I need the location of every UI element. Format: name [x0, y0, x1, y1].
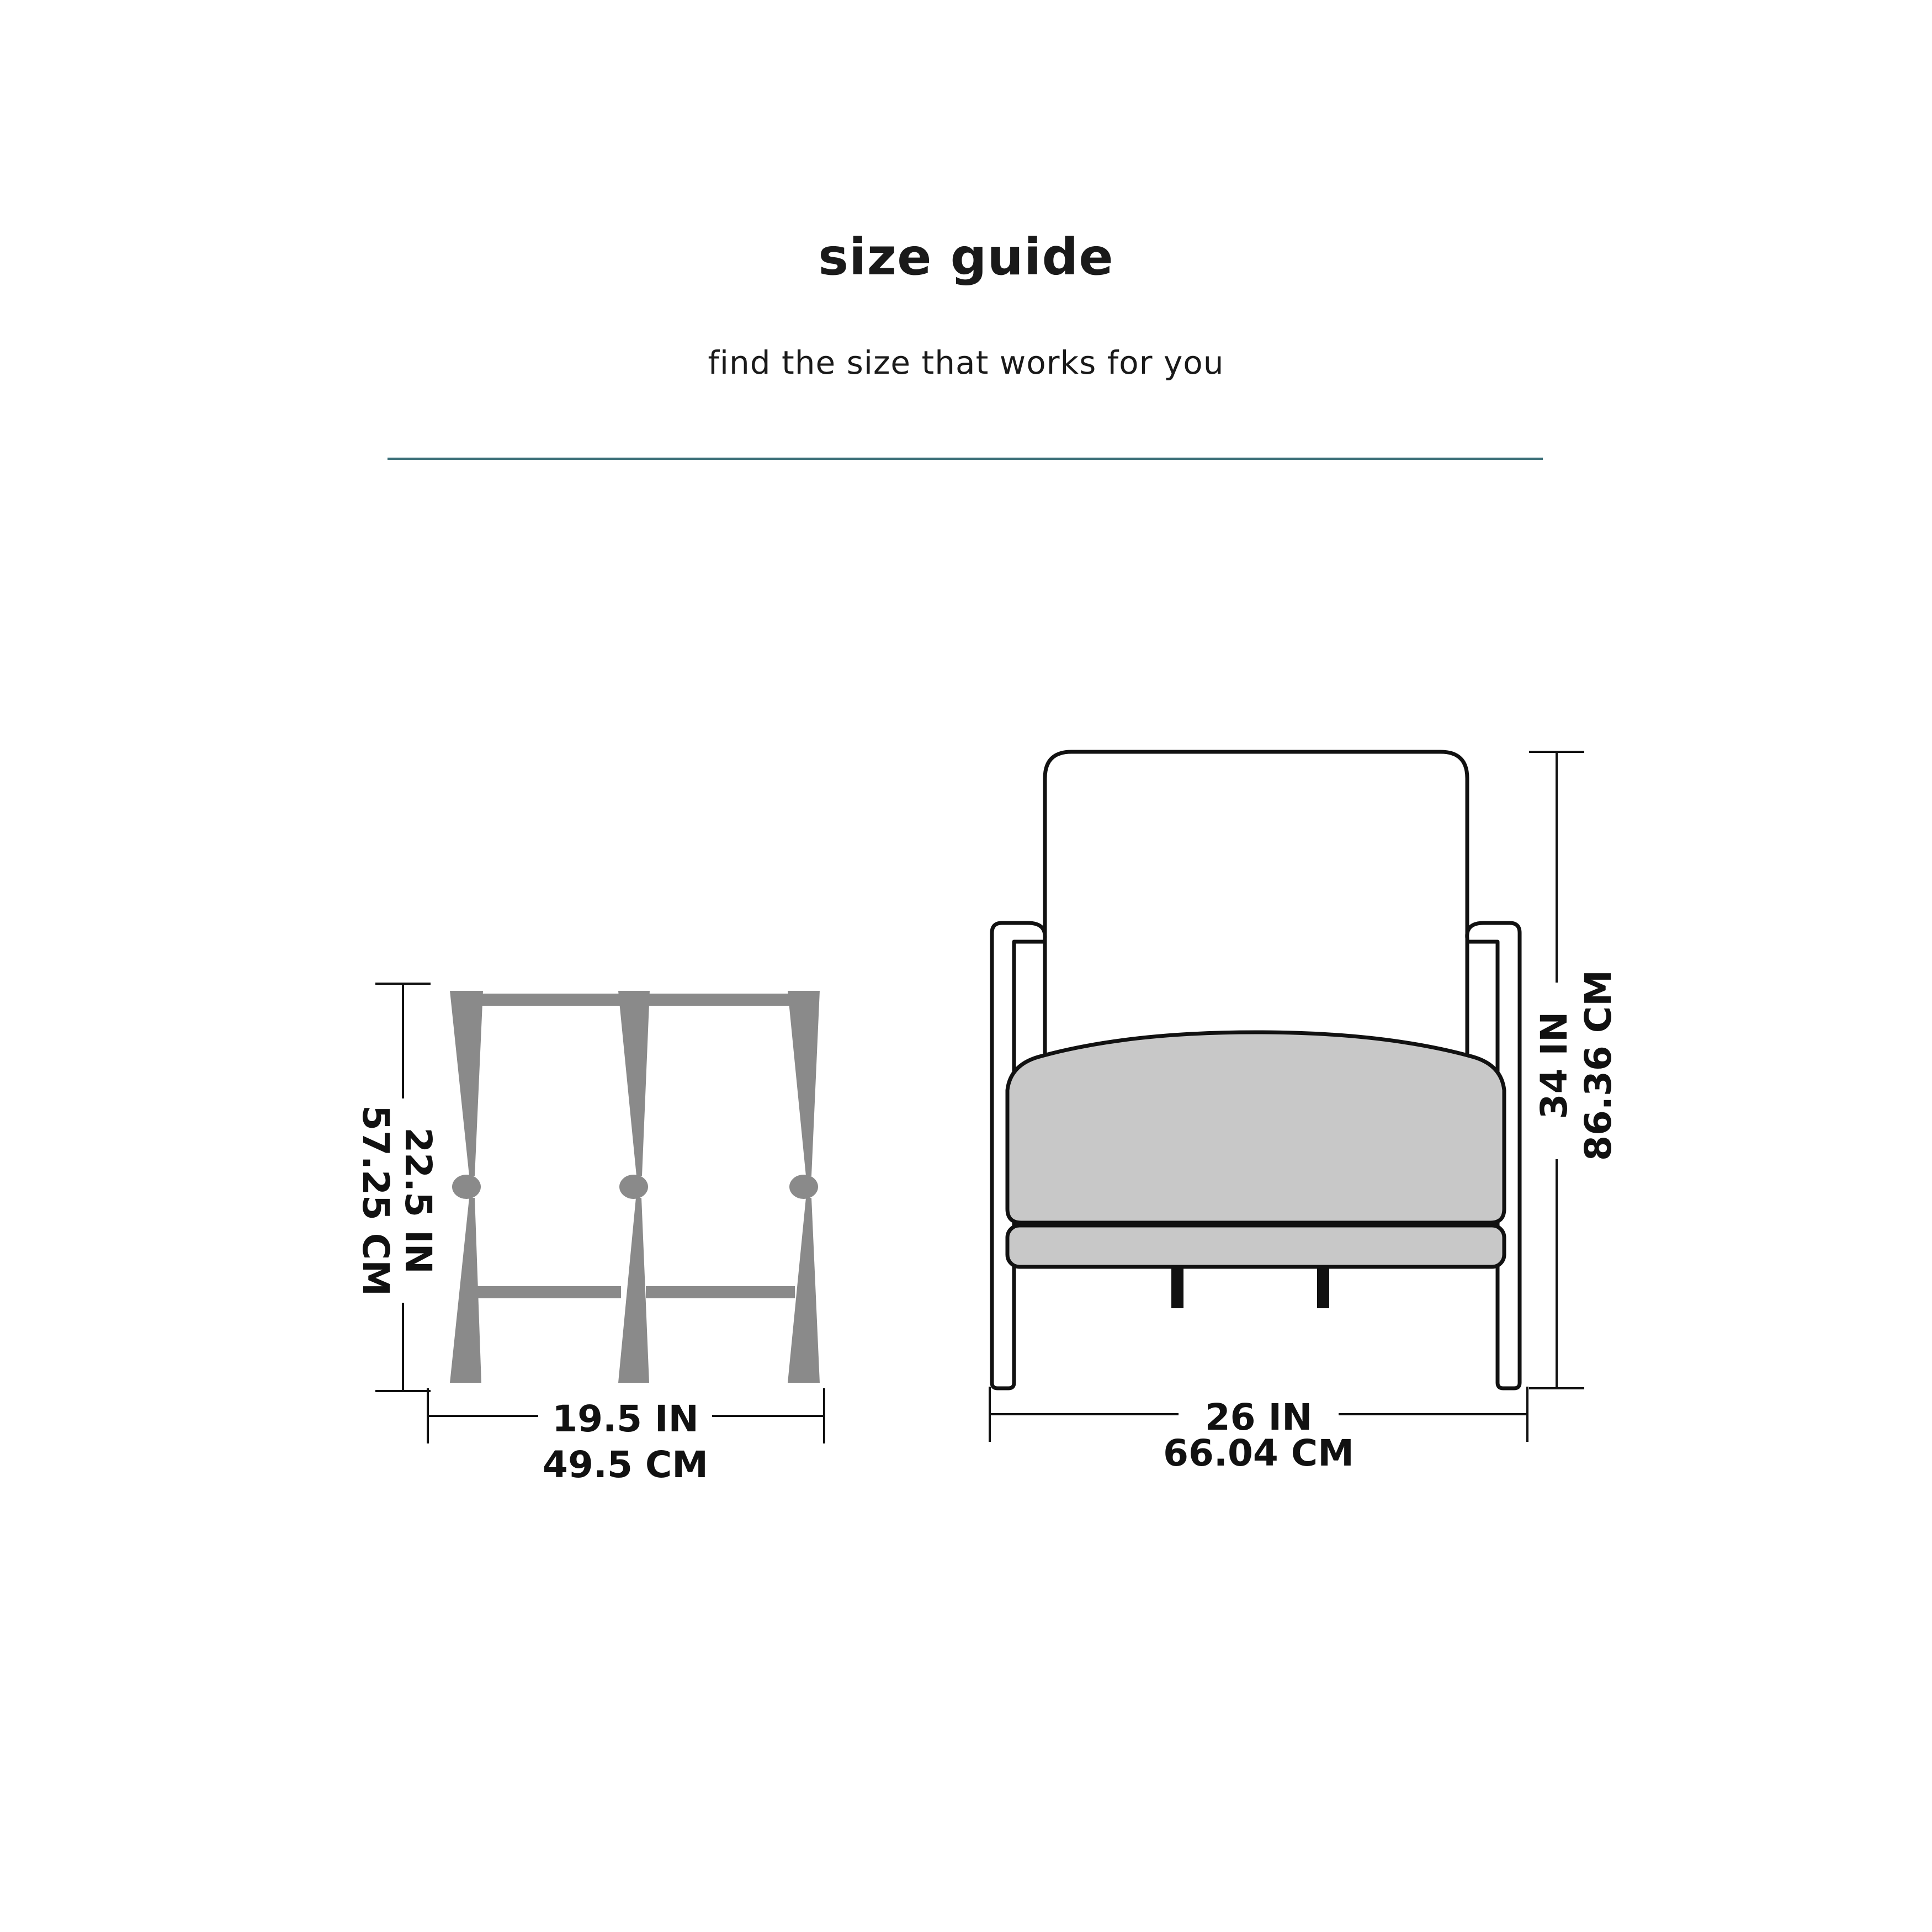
page-title: size guide [818, 227, 1114, 286]
page-subtitle: find the size that works for you [708, 344, 1224, 381]
chair-seat-base [1007, 1225, 1504, 1267]
table-bottom-rail-right [646, 1286, 795, 1298]
table-width-cm-label: 49.5 CM [543, 1443, 708, 1486]
chair-backrest [1045, 752, 1467, 1079]
table-top-rail-left [477, 994, 621, 1006]
chair-support-slat [1171, 1267, 1183, 1308]
chair-width-cm-label: 66.04 CM [1163, 1432, 1354, 1474]
chair-support-slat [1317, 1267, 1329, 1308]
table-height-in-label: 22.5 IN [397, 1127, 439, 1274]
side-table-illustration [450, 991, 820, 1383]
table-top-rail-right [646, 994, 795, 1006]
chair-illustration [992, 752, 1520, 1388]
table-leg [450, 991, 483, 1383]
table-leg [788, 991, 820, 1383]
table-height-cm-label: 57.25 CM [354, 1105, 397, 1296]
chair-height-cm-label: 86.36 CM [1577, 970, 1620, 1161]
chair-width-in-label: 26 IN [1204, 1396, 1313, 1439]
chair-height-in-label: 34 IN [1533, 1011, 1575, 1119]
table-bottom-rail-left [477, 1286, 621, 1298]
table-width-in-label: 19.5 IN [552, 1398, 699, 1440]
chair-seat-cushion [1007, 1032, 1504, 1223]
table-leg [618, 991, 650, 1383]
